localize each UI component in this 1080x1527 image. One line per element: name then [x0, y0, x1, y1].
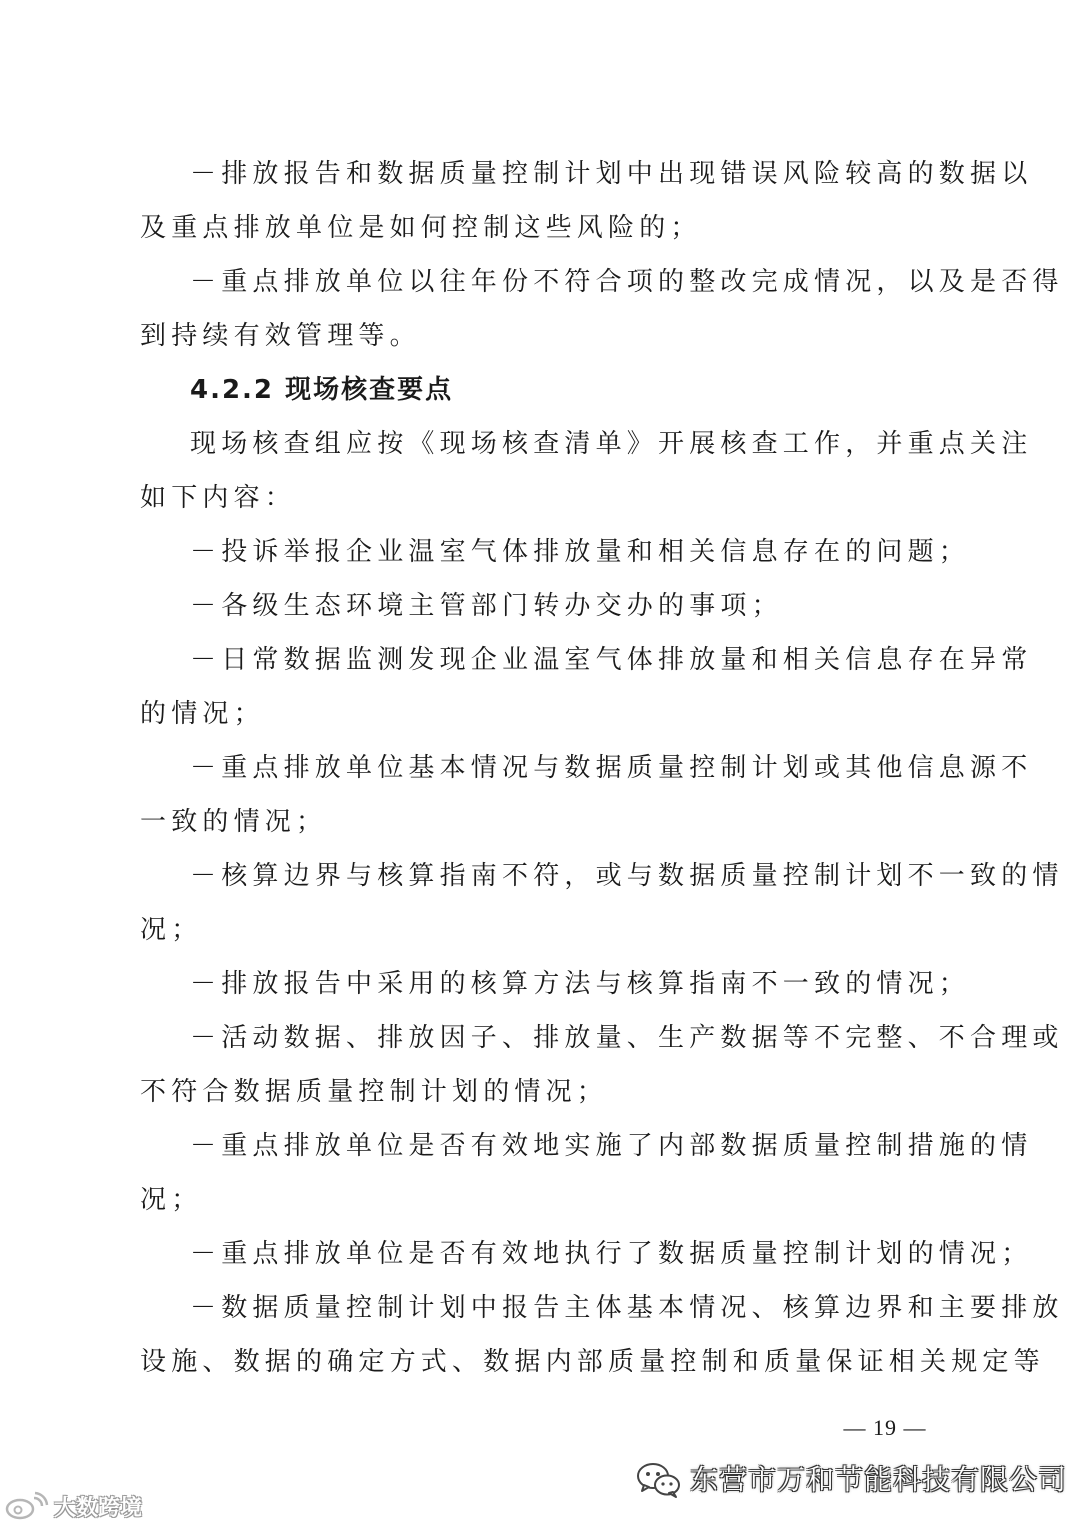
- body-line-18: －重点排放单位是否有效地实施了内部数据质量控制措施的情: [190, 1131, 1033, 1161]
- body-line-19: 况；: [140, 1185, 203, 1215]
- body-line-17: 不符合数据质量控制计划的情况；: [140, 1077, 609, 1107]
- brand-text: 东营市万和节能科技有限公司: [690, 1463, 1068, 1496]
- watermark-text: 大数跨境: [54, 1495, 143, 1521]
- body-line-20: －重点排放单位是否有效地执行了数据质量控制计划的情况；: [190, 1239, 1033, 1269]
- body-line-4: 到持续有效管理等。: [140, 321, 421, 351]
- body-line-10: 的情况；: [140, 699, 265, 729]
- body-line-6: 如下内容：: [140, 483, 297, 513]
- body-line-22: 设施、数据的确定方式、数据内部质量控制和质量保证相关规定等: [140, 1347, 1045, 1377]
- weibo-icon: [4, 1492, 50, 1520]
- section-heading: 4.2.2 现场核查要点: [190, 375, 454, 405]
- body-line-11: －重点排放单位基本情况与数据质量控制计划或其他信息源不: [190, 753, 1033, 783]
- body-line-14: 况；: [140, 915, 203, 945]
- body-line-21: －数据质量控制计划中报告主体基本情况、核算边界和主要排放: [190, 1293, 1064, 1323]
- body-line-2: 及重点排放单位是如何控制这些风险的；: [140, 213, 702, 243]
- body-line-1: －排放报告和数据质量控制计划中出现错误风险较高的数据以: [190, 159, 1033, 189]
- watermark: [4, 1488, 204, 1524]
- body-line-15: －排放报告中采用的核算方法与核算指南不一致的情况；: [190, 969, 971, 999]
- body-line-12: 一致的情况；: [140, 807, 328, 837]
- body-line-5: 现场核查组应按《现场核查清单》开展核查工作，并重点关注: [190, 429, 1033, 459]
- wechat-icon: [636, 1460, 682, 1500]
- body-line-16: －活动数据、排放因子、排放量、生产数据等不完整、不合理或: [190, 1023, 1064, 1053]
- footer-brand: [636, 1458, 1068, 1502]
- body-line-9: －日常数据监测发现企业温室气体排放量和相关信息存在异常: [190, 645, 1033, 675]
- body-line-13: －核算边界与核算指南不符，或与数据质量控制计划不一致的情: [190, 861, 1064, 891]
- body-line-8: －各级生态环境主管部门转办交办的事项；: [190, 591, 783, 621]
- page-number: — 19 —: [843, 1415, 927, 1440]
- body-line-3: －重点排放单位以往年份不符合项的整改完成情况，以及是否得: [190, 267, 1064, 297]
- body-line-7: －投诉举报企业温室气体排放量和相关信息存在的问题；: [190, 537, 971, 567]
